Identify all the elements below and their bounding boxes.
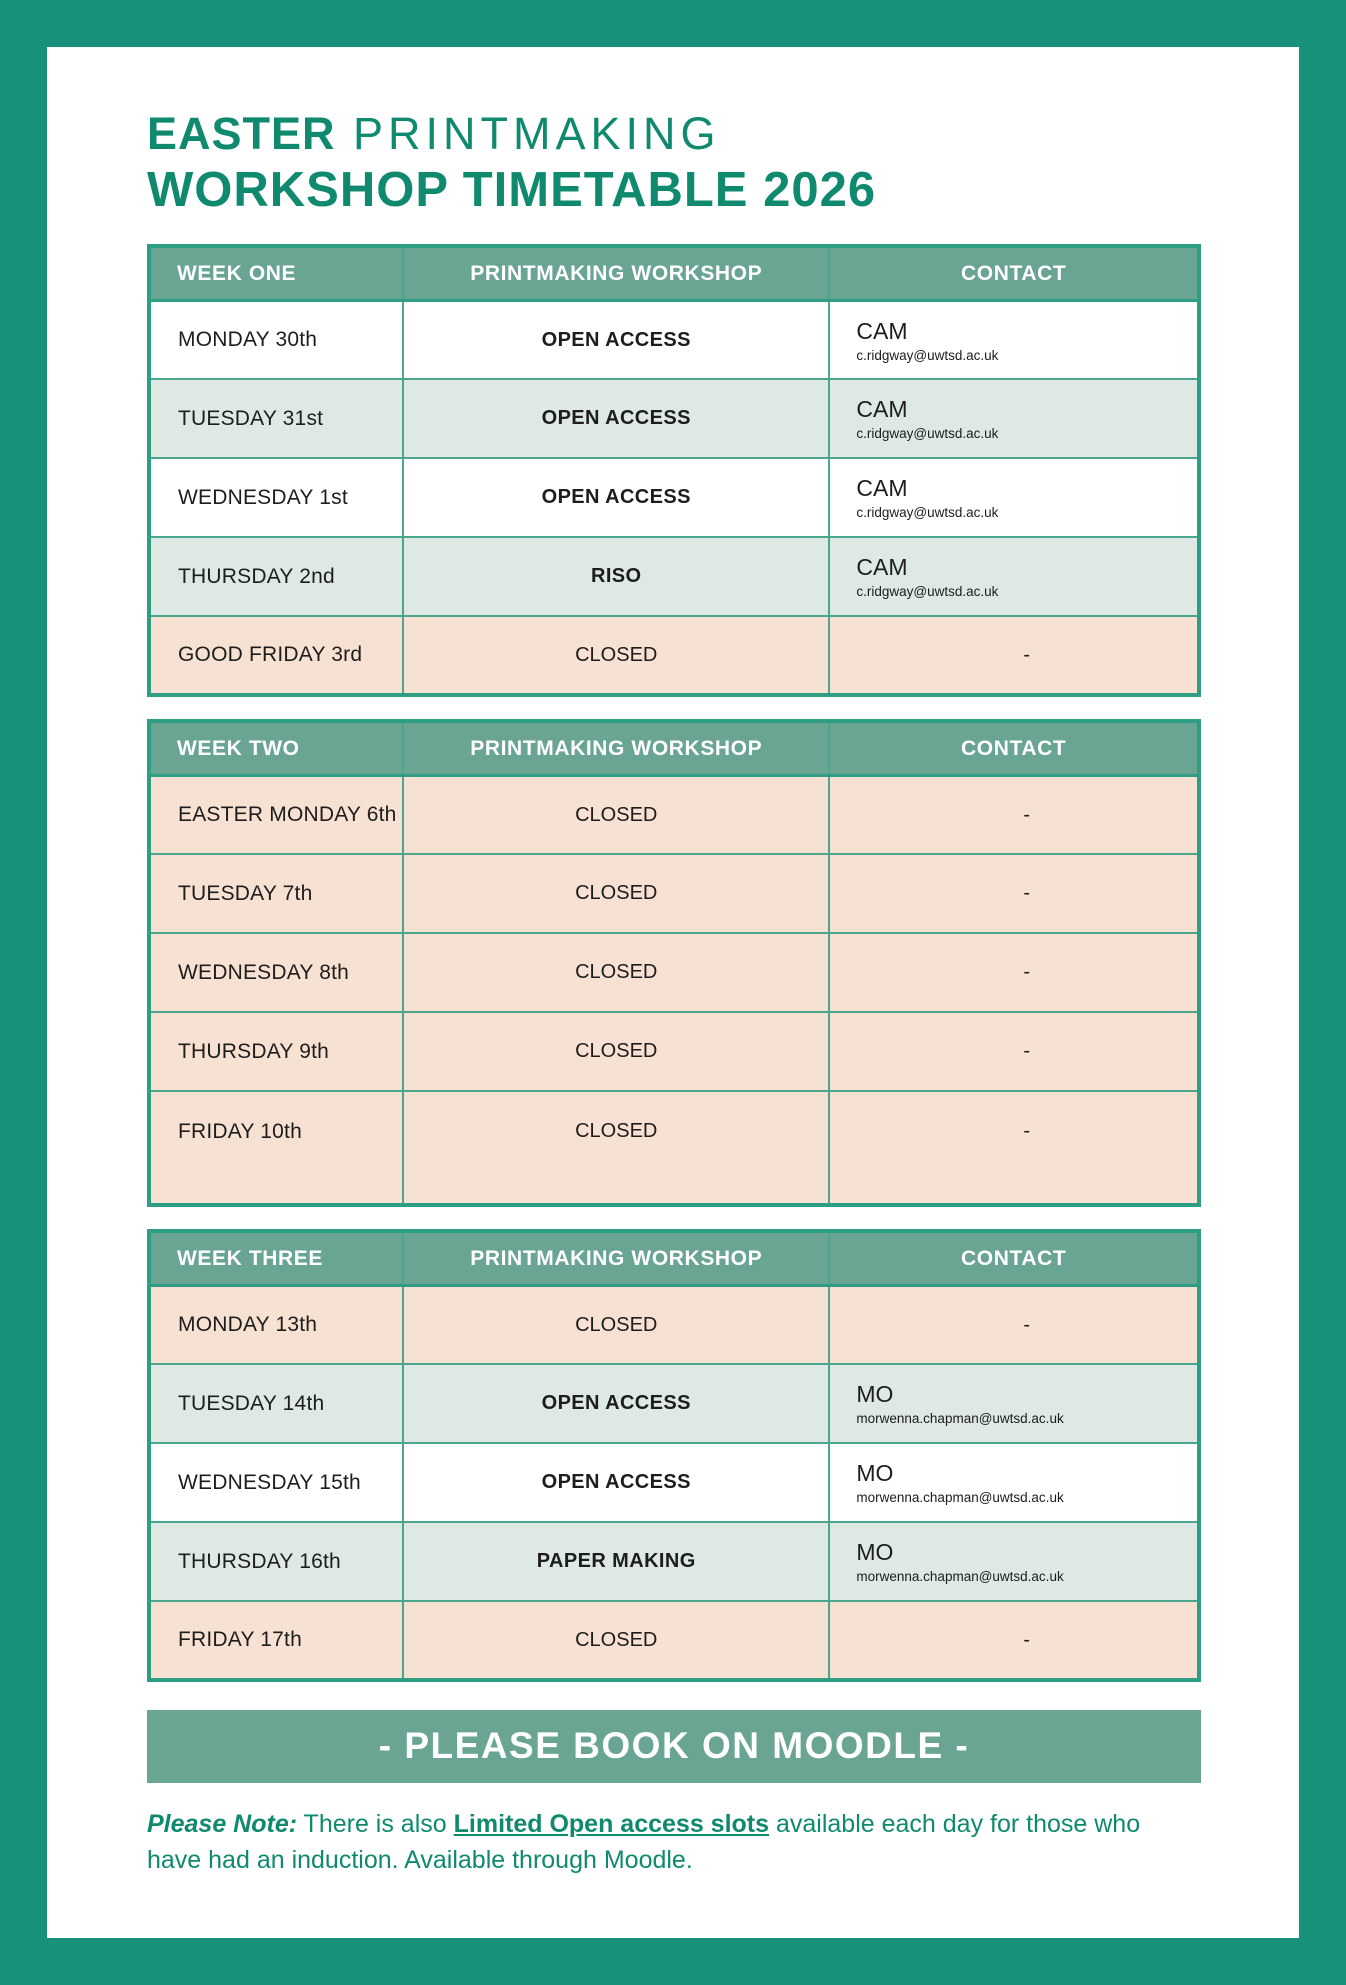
workshop-cell: CLOSED <box>403 854 829 933</box>
week-three-header: WEEK THREE <box>149 1231 403 1285</box>
workshop-column-header: PRINTMAKING WORKSHOP <box>403 1231 829 1285</box>
table-row <box>149 854 1199 933</box>
workshop-cell: CLOSED <box>403 1601 829 1680</box>
workshop-cell: CLOSED <box>403 933 829 1012</box>
contact-cell <box>829 1443 1199 1522</box>
day-cell: GOOD FRIDAY 3rd <box>149 616 403 695</box>
note-after-link: available each day for those who have had an induction. Available through Moodle. <box>147 1810 1141 1874</box>
table-header-row <box>149 1231 1199 1285</box>
workshop-cell: OPEN ACCESS <box>403 1443 829 1522</box>
contact-cell <box>829 537 1199 616</box>
table-row <box>149 1012 1199 1091</box>
contact-name: CAM <box>856 317 908 344</box>
contact-email: morwenna.chapman@uwtsd.ac.uk <box>856 1490 1064 1506</box>
contact-cell: - <box>829 1012 1199 1091</box>
contact-cell: - <box>829 1601 1199 1680</box>
contact-name: MO <box>856 1539 894 1566</box>
day-cell: THURSDAY 2nd <box>149 537 403 616</box>
poster-card <box>47 47 1299 1938</box>
workshop-cell: RISO <box>403 537 829 616</box>
contact-cell <box>829 458 1199 537</box>
day-cell: THURSDAY 16th <box>149 1522 403 1601</box>
contact-column-header: CONTACT <box>829 246 1199 300</box>
please-note-lead: Please Note: <box>147 1810 298 1839</box>
contact-email: c.ridgway@uwtsd.ac.uk <box>856 505 999 521</box>
day-cell: WEDNESDAY 15th <box>149 1443 403 1522</box>
table-row <box>149 537 1199 616</box>
note-before-link: There is also <box>297 1810 454 1839</box>
contact-cell <box>829 300 1199 379</box>
table-row <box>149 1443 1199 1522</box>
day-cell: TUESDAY 31st <box>149 379 403 458</box>
contact-email: morwenna.chapman@uwtsd.ac.uk <box>856 1569 1064 1585</box>
contact-cell: - <box>829 1285 1199 1364</box>
workshop-cell: CLOSED <box>403 1285 829 1364</box>
contact-email: c.ridgway@uwtsd.ac.uk <box>856 347 999 363</box>
title-line-2: WORKSHOP TIMETABLE 2026 <box>147 163 877 218</box>
table-row <box>149 775 1199 854</box>
day-cell: WEDNESDAY 1st <box>149 458 403 537</box>
week-two-header: WEEK TWO <box>149 721 403 775</box>
contact-column-header: CONTACT <box>829 721 1199 775</box>
please-note-text <box>147 1807 1201 1878</box>
day-cell: FRIDAY 10th <box>149 1091 403 1205</box>
day-cell: TUESDAY 14th <box>149 1364 403 1443</box>
contact-email: c.ridgway@uwtsd.ac.uk <box>856 584 999 600</box>
contact-email: c.ridgway@uwtsd.ac.uk <box>856 426 999 442</box>
table-header-row <box>149 246 1199 300</box>
table-row <box>149 300 1199 379</box>
book-on-moodle-banner: - PLEASE BOOK ON MOODLE - <box>147 1710 1201 1783</box>
contact-name: MO <box>856 1460 894 1487</box>
day-cell: WEDNESDAY 8th <box>149 933 403 1012</box>
timetable-week-one <box>147 244 1201 697</box>
day-cell: FRIDAY 17th <box>149 1601 403 1680</box>
workshop-cell: OPEN ACCESS <box>403 1364 829 1443</box>
page-title <box>147 109 1201 218</box>
table-row <box>149 458 1199 537</box>
workshop-cell: OPEN ACCESS <box>403 300 829 379</box>
day-cell: MONDAY 30th <box>149 300 403 379</box>
workshop-cell: OPEN ACCESS <box>403 379 829 458</box>
contact-cell: - <box>829 775 1199 854</box>
day-cell: TUESDAY 7th <box>149 854 403 933</box>
table-row <box>149 1285 1199 1364</box>
workshop-cell: OPEN ACCESS <box>403 458 829 537</box>
workshop-cell: CLOSED <box>403 775 829 854</box>
workshop-cell: CLOSED <box>403 1012 829 1091</box>
workshop-cell: PAPER MAKING <box>403 1522 829 1601</box>
contact-column-header: CONTACT <box>829 1231 1199 1285</box>
day-cell: MONDAY 13th <box>149 1285 403 1364</box>
table-header-row <box>149 721 1199 775</box>
table-row <box>149 933 1199 1012</box>
contact-cell: - <box>829 1091 1199 1205</box>
workshop-cell: CLOSED <box>403 616 829 695</box>
limited-open-access-link[interactable]: Limited Open access slots <box>453 1810 770 1839</box>
contact-name: CAM <box>856 554 908 581</box>
table-row <box>149 1601 1199 1680</box>
timetable-week-two <box>147 719 1201 1207</box>
workshop-cell: CLOSED <box>403 1091 829 1205</box>
workshop-column-header: PRINTMAKING WORKSHOP <box>403 721 829 775</box>
contact-cell: - <box>829 854 1199 933</box>
table-row <box>149 1522 1199 1601</box>
contact-email: morwenna.chapman@uwtsd.ac.uk <box>856 1411 1064 1427</box>
day-cell: THURSDAY 9th <box>149 1012 403 1091</box>
table-row <box>149 616 1199 695</box>
day-cell: EASTER MONDAY 6th <box>149 775 403 854</box>
contact-cell <box>829 1522 1199 1601</box>
week-one-header: WEEK ONE <box>149 246 403 300</box>
table-row <box>149 379 1199 458</box>
contact-name: CAM <box>856 396 908 423</box>
timetable-week-three <box>147 1229 1201 1682</box>
contact-name: CAM <box>856 475 908 502</box>
table-row <box>149 1364 1199 1443</box>
contact-cell <box>829 1364 1199 1443</box>
contact-cell: - <box>829 933 1199 1012</box>
workshop-column-header: PRINTMAKING WORKSHOP <box>403 246 829 300</box>
title-word-easter: EASTER <box>147 108 336 159</box>
title-word-printmaking: PRINTMAKING <box>335 108 721 159</box>
contact-name: MO <box>856 1381 894 1408</box>
contact-cell <box>829 379 1199 458</box>
contact-cell: - <box>829 616 1199 695</box>
table-row <box>149 1091 1199 1205</box>
title-line-1 <box>147 109 1201 159</box>
